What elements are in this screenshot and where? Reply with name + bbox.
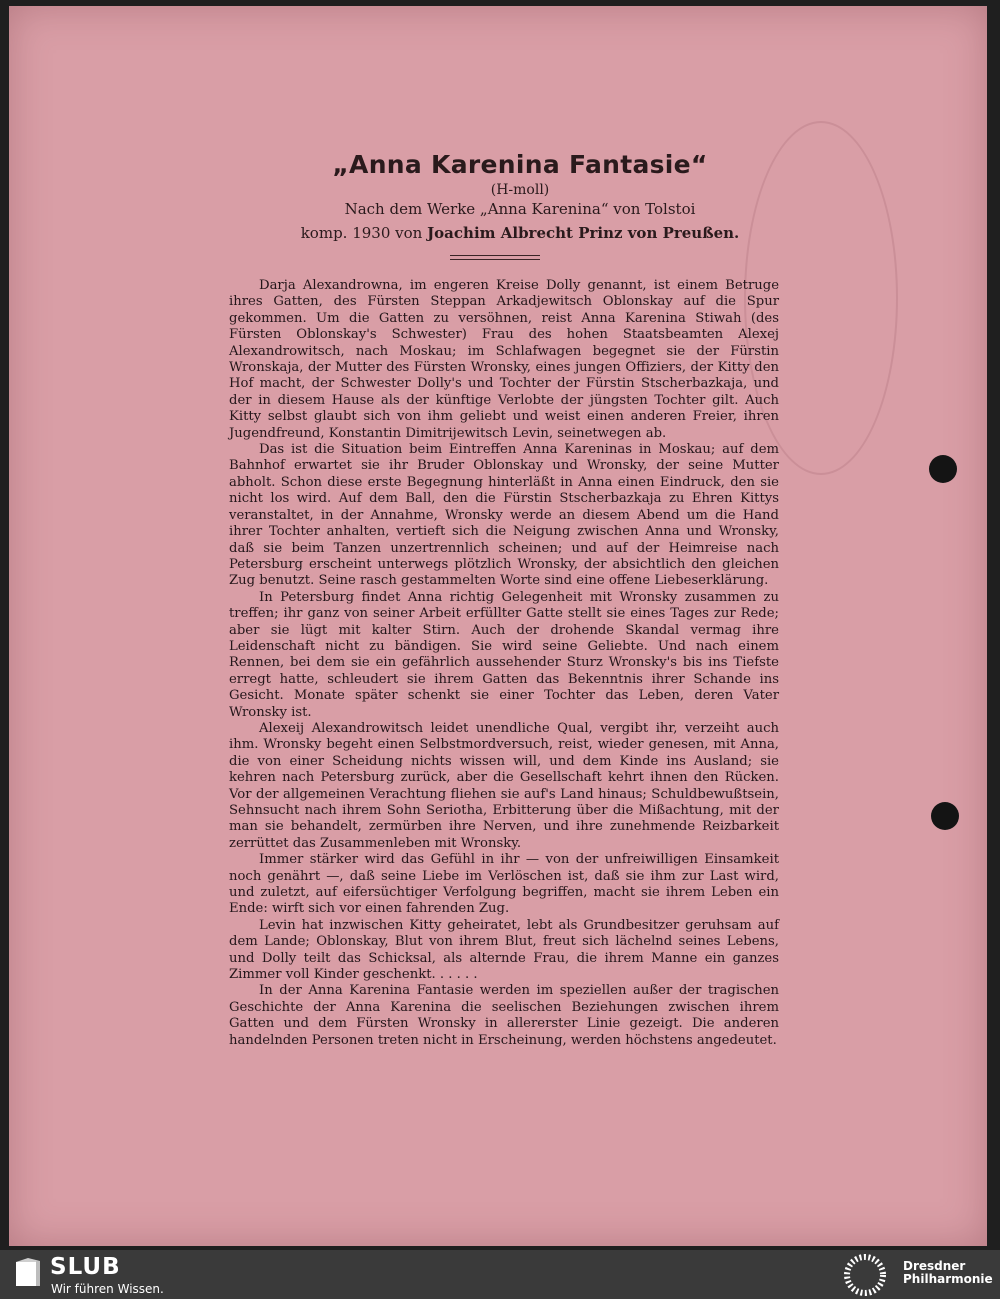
footer-bar [0,1250,1000,1299]
key-signature: (H-moll) [490,182,550,198]
book-icon [14,1258,42,1288]
work-reference: Nach dem Werke „Anna Karenina“ von Tolstoi [344,200,696,218]
punch-hole [929,455,957,483]
library-tagline: Wir führen Wissen. [51,1282,164,1296]
paragraph: Alexeij Alexandrowitsch leidet unendliche Qual, vergibt ihr, verzeiht auch ihm. Wronsky begeht einen Selbstmordversuch, reist, wieder genesen, mit Anna, die von einer Scheidung nichts wissen will, und dem Kinde ins Ausland; sie kehren nach Petersburg zurück, aber die Gesellschaft kehrt ihnen den Rücken. Vor der allgemeinen Verachtung fliehen sie auf's Land hinaus; Schuldbewußtsein, Sehnsucht nach ihrem Sohn Seriotha, Erbitterung über die Mißachtung, mit der man sie behandelt, zermürben ihre Nerven, und ihre zunehmende Reizbarkeit zerrüttet das Zusammenleben mit Wronsky. [229,720,779,851]
divider-rule [450,259,540,260]
paragraph: Levin hat inzwischen Kitty geheiratet, lebt als Grundbesitzer geruhsam auf dem Lande; Oblonskay, Blut von ihrem Blut, freut sich lächelnd seines Lebens, und Dolly teilt das Schicksal, als alternde Frau, die ihrem Manne ein ganzes Zimmer voll Kinder geschenkt. . . . . . [229,917,779,983]
synopsis-text [229,278,779,1049]
partner-line-1: Dresdner [903,1259,966,1273]
partner-logo-text[interactable] [903,1260,993,1286]
paragraph: Das ist die Situation beim Eintreffen Anna Kareninas in Moskau; auf dem Bahnhof erwartet sie ihr Bruder Oblonskay und Wronsky, der seine Mutter abholt. Schon diese erste Begegnung hinterläßt in Anna einen Eindruck, den sie nicht los wird. Auf dem Ball, den die Fürstin Stscherbazkaja zu Ehren Kittys veranstaltet, in der Annahme, Wronsky werde an diesem Abend um die Hand ihrer Tochter anhalten, vertieft sich die Neigung zwischen Anna und Wronsky, daß sie beim Tanzen unzertrennlich scheinen; und auf der Heimreise nach Petersburg erscheint unterwegs plötzlich Wronsky, der absichtlich den gleichen Zug benutzt. Seine rasch gestammelten Worte sind eine offene Liebeserklärung. [229,442,779,589]
divider-rule [450,255,540,256]
sunburst-logo-icon[interactable] [842,1254,888,1296]
paragraph: In der Anna Karenina Fantasie werden im speziellen außer der tragischen Geschichte der Anna Karenina die seelischen Beziehungen zwischen ihrem Gatten und dem Fürsten Wronsky in allererster Linie gezeigt. Die anderen handelnden Personen treten nicht in Erscheinung, werden höchstens angedeutet. [229,983,779,1048]
paragraph: Darja Alexandrowna, im engeren Kreise Dolly genannt, ist einem Betruge ihres Gatten, des Fürsten Steppan Arkadjewitsch Oblonskay auf die Spur gekommen. Um die Gatten zu versöhnen, reist Anna Karenina Stiwah (des Fürsten Oblonskay's Schwester) Frau des hohen Staatsbeamten Alexej Alexandrowitsch, nach Moskau; im Schlafwagen begegnet sie der Fürstin Wronskaja, der Mutter des Fürsten Wronsky, eines jungen Offiziers, der Kitty den Hof macht, der Schwester Dolly's und Tochter der Fürstin Stscherbazkaja, und der in diesem Hause als der künftige Verlobte der jüngsten Tochter gilt. Auch Kitty selbst glaubt sich von ihm geliebt und weist einen anderen Freier, ihren Jugendfreund, Konstantin Dimitrijewitsch Levin, seinetwegen ab. [229,278,779,441]
partner-line-2: Philharmonie [903,1272,993,1286]
punch-hole [931,802,959,830]
composer-prefix: komp. 1930 von [300,224,428,242]
document-title: „Anna Karenina Fantasie“ [332,150,708,179]
composer-name: Joachim Albrecht Prinz von Preußen. [427,224,740,242]
library-logo-text[interactable]: SLUB [50,1254,121,1280]
composer-line [200,224,840,242]
paragraph: In Petersburg findet Anna richtig Gelegenheit mit Wronsky zusammen zu treffen; ihr ganz von seiner Arbeit erfüllter Gatte stellt sie eines Tages zur Rede; aber sie lügt mit kalter Stirn. Auch der drohende Skandal vermag ihre Leidenschaft nicht zu bändigen. Sie wird seine Geliebte. Und nach einem Rennen, bei dem sie ein gefährlich aussehender Sturz Wronsky's bis ins Tiefste erregt hatte, schleudert sie ihrem Gatten das Bekenntnis ihrer Schande ins Gesicht. Monate später schenkt sie einer Tochter das Leben, deren Vater Wronsky ist. [229,589,779,720]
paragraph: Immer stärker wird das Gefühl in ihr — von der unfreiwilligen Einsamkeit noch genährt —, daß seine Liebe im Verlöschen ist, daß sie ihm zur Last wird, und zuletzt, auf eifersüchtiger Verfolgung begriffen, macht sie ihrem Leben ein Ende: wirft sich vor einen fahrenden Zug. [229,852,779,917]
